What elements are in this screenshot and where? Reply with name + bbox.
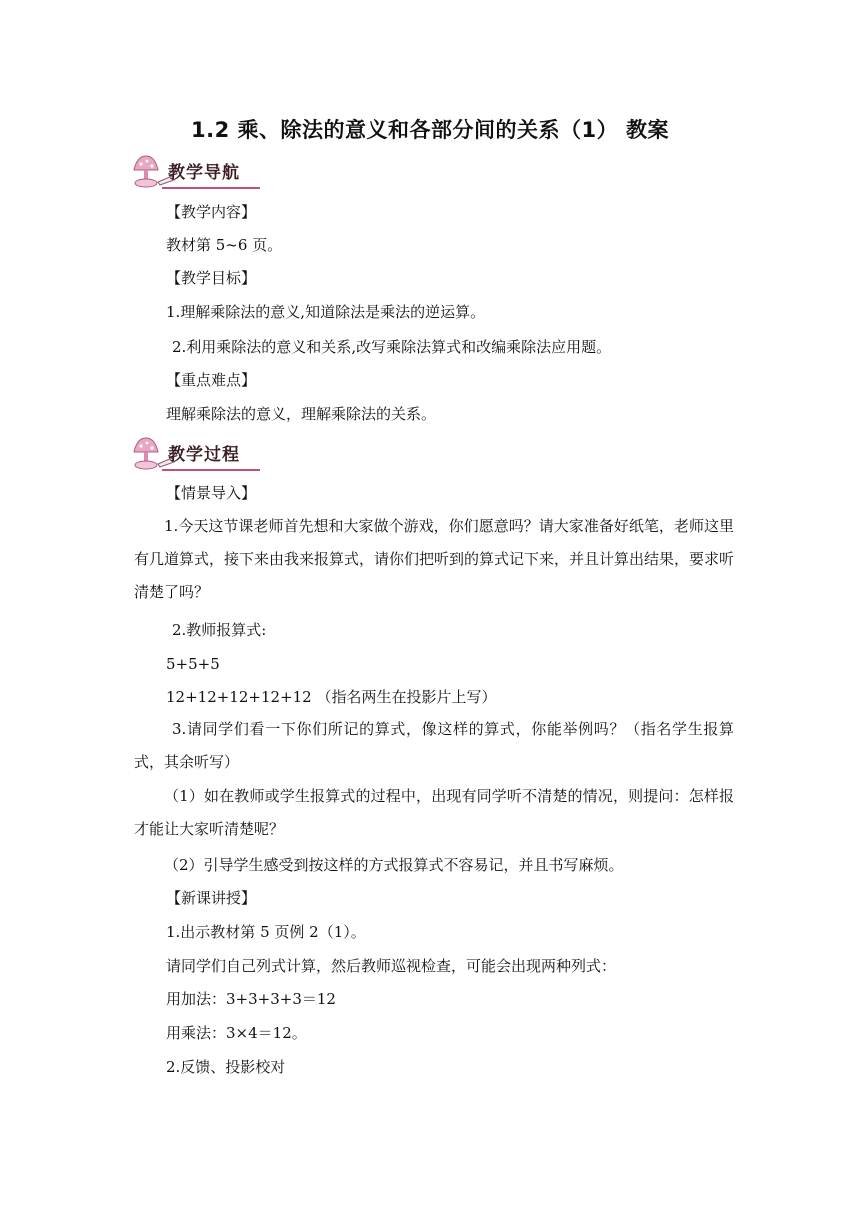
paragraph: 3.请同学们看一下你们所记的算式，像这样的算式，你能举例吗？（指名学生报算式，其余听写） — [134, 720, 734, 771]
intro-heading: 【情景导入】 — [166, 484, 257, 502]
goals-heading: 【教学目标】 — [166, 269, 257, 287]
banner-label: 教学导航 — [168, 163, 240, 183]
section-banner-nav — [128, 152, 268, 192]
paragraph: （2）引导学生感受到按这样的方式报算式不容易记，并且书写麻烦。 — [164, 856, 624, 874]
new-heading: 【新课讲授】 — [166, 889, 257, 907]
content-text: 教材第 5~6 页。 — [166, 236, 283, 254]
paragraph: 请同学们自己列式计算，然后教师巡视检查，可能会出现两种列式： — [166, 957, 617, 975]
goal-item: 2.利用乘除法的意义和关系,改写乘除法算式和改编乘除法应用题。 — [172, 338, 612, 356]
paragraph: 1.出示教材第 5 页例 2（1）。 — [166, 923, 366, 941]
paragraph: 2.教师报算式: — [172, 621, 267, 639]
goal-item: 1.理解乘除法的意义,知道除法是乘法的逆运算。 — [166, 303, 486, 321]
key-heading: 【重点难点】 — [166, 371, 257, 389]
paragraph: （1）如在教师或学生报算式的过程中，出现有同学听不清楚的情况，则提问：怎样报才能让大家听清楚呢？ — [134, 787, 734, 838]
section-banner-process — [128, 434, 268, 474]
key-text: 理解乘除法的意义，理解乘除法的关系。 — [166, 405, 437, 423]
paragraph: 2.反馈、投影校对 — [166, 1058, 286, 1076]
paragraph: 1.今天这节课老师首先想和大家做个游戏，你们愿意吗？请大家准备好纸笔，老师这里有几道算式，接下来由我来报算式，请你们把听到的算式记下来，并且计算出结果，要求听清楚了吗？ — [134, 517, 735, 601]
formula: 5+5+5 — [166, 655, 220, 673]
banner-label: 教学过程 — [168, 445, 240, 465]
formula: 用乘法：3×4＝12。 — [166, 1024, 307, 1042]
page-title: 1.2 乘、除法的意义和各部分间的关系（1） 教案 — [191, 118, 669, 142]
formula: 12+12+12+12+12 （指名两生在投影片上写） — [166, 688, 497, 706]
content-heading: 【教学内容】 — [166, 203, 257, 221]
formula: 用加法：3+3+3+3＝12 — [166, 990, 336, 1008]
